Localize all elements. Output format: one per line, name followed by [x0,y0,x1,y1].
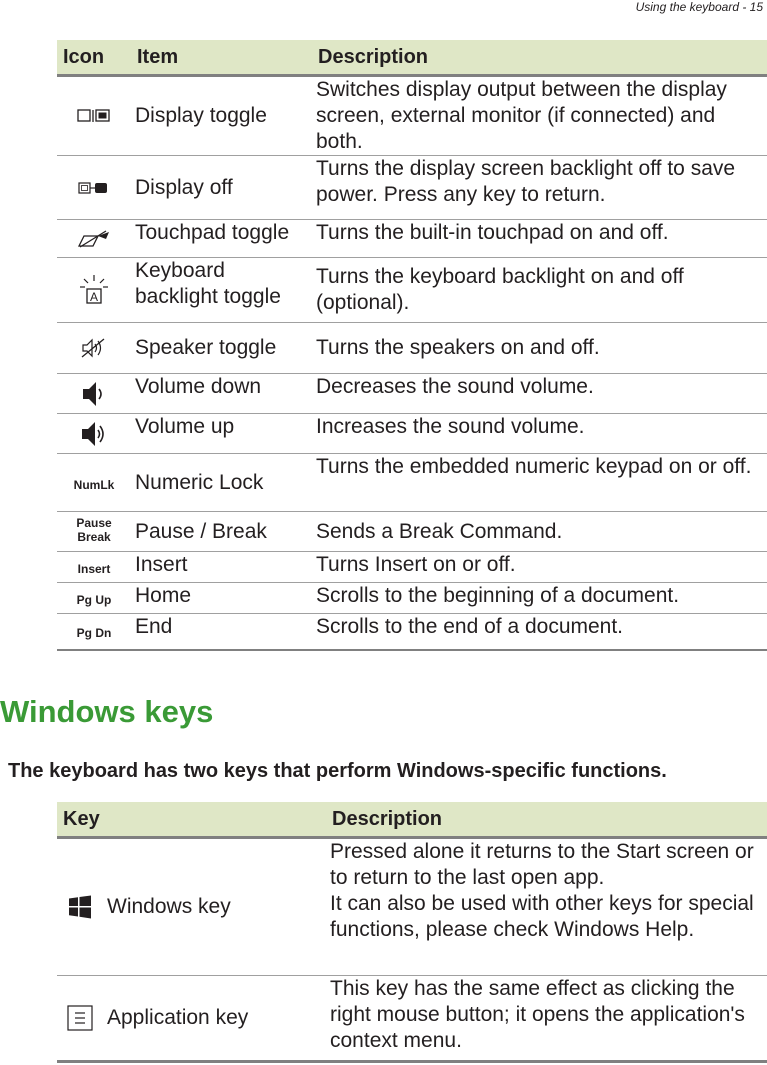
table-cell-item: Display off [131,156,312,220]
table-cell-item: Speaker toggle [131,323,312,374]
description-line: Pressed alone it returns to the Start screen or to return to the last open app. [330,840,754,889]
table-cell-item: End [131,614,312,650]
table-cell-item: Keyboard backlight toggle [131,258,312,323]
table-row [57,220,767,258]
table-row [57,323,767,374]
table-cell-item: Volume up [131,414,312,454]
application-menu-icon [67,1005,93,1031]
table-cell-item: Volume down [131,374,312,414]
table-cell-description: Scrolls to the beginning of a document. [312,583,767,614]
table-row [57,414,767,454]
table-cell-description: Turns Insert on or off. [312,552,767,583]
column-header-description: Description [326,802,767,838]
table-cell-key: Application key [103,976,326,1062]
volume-down-icon [80,379,108,409]
windows-keys-table [57,802,767,1063]
running-header: Using the keyboard - 15 [635,0,763,14]
pause-break-key-label: Pause Break [76,515,112,544]
description-line: This key has the same effect as clicking the right mouse button; it opens the application's context menu. [330,977,745,1052]
table-row [57,552,767,583]
table-cell-description: Turns the speakers on and off. [312,323,767,374]
section-intro: The keyboard has two keys that perform Windows-specific functions. [8,760,667,782]
keyboard-backlight-icon-letter: A [89,290,99,304]
table-cell-item: Home [131,583,312,614]
table-cell-description: Turns the display screen backlight off to save power. Press any key to return. [312,156,767,220]
table-cell-key: Windows key [103,838,326,976]
table-cell-item: Display toggle [131,76,312,156]
table-cell-description: Turns the keyboard backlight on and off (optional). [312,258,767,323]
page-up-key-label: Pg Up [76,593,112,607]
column-header-description: Description [312,40,767,76]
table-row [57,583,767,614]
windows-logo-icon [68,895,92,919]
table-cell-description: Turns the built-in touchpad on and off. [312,220,767,258]
table-cell-description [326,838,767,976]
section-heading: Windows keys [0,694,214,729]
table-row [57,512,767,552]
table-row [57,374,767,414]
table-cell-description [326,976,767,1062]
touchpad-toggle-icon [76,230,112,248]
column-header-item: Item [131,40,312,76]
column-header-key: Key [57,802,326,838]
description-line: It can also be used with other keys for special functions, please check Windows Help. [330,892,754,941]
numlock-key-label: NumLk [73,477,115,492]
table-row [57,976,767,1062]
hotkey-table [57,40,767,651]
volume-up-icon [79,419,109,449]
table-row [57,838,767,976]
table-row [57,258,767,323]
table-cell-item: Touchpad toggle [131,220,312,258]
table-row [57,454,767,512]
insert-key-label: Insert [77,562,111,576]
table-cell-description: Turns the embedded numeric keypad on or off. [312,454,767,512]
speaker-toggle-icon [80,337,108,359]
page-down-key-label: Pg Dn [76,626,112,641]
table-cell-description: Increases the sound volume. [312,414,767,454]
table-cell-item: Pause / Break [131,512,312,552]
keyboard-backlight-icon [79,274,109,306]
table-cell-description: Switches display output between the display screen, external monitor (if connected) and both. [312,76,767,156]
table-cell-description: Scrolls to the end of a document. [312,614,767,650]
table-cell-description: Decreases the sound volume. [312,374,767,414]
table-row [57,156,767,220]
column-header-icon: Icon [57,40,131,76]
table-cell-item: Numeric Lock [131,454,312,512]
display-off-icon [77,182,111,194]
table-cell-item: Insert [131,552,312,583]
windows-table-header [57,802,767,838]
hotkey-table-header [57,40,767,76]
display-toggle-icon [77,109,111,123]
table-cell-description: Sends a Break Command. [312,512,767,552]
table-row [57,614,767,650]
table-row [57,76,767,156]
